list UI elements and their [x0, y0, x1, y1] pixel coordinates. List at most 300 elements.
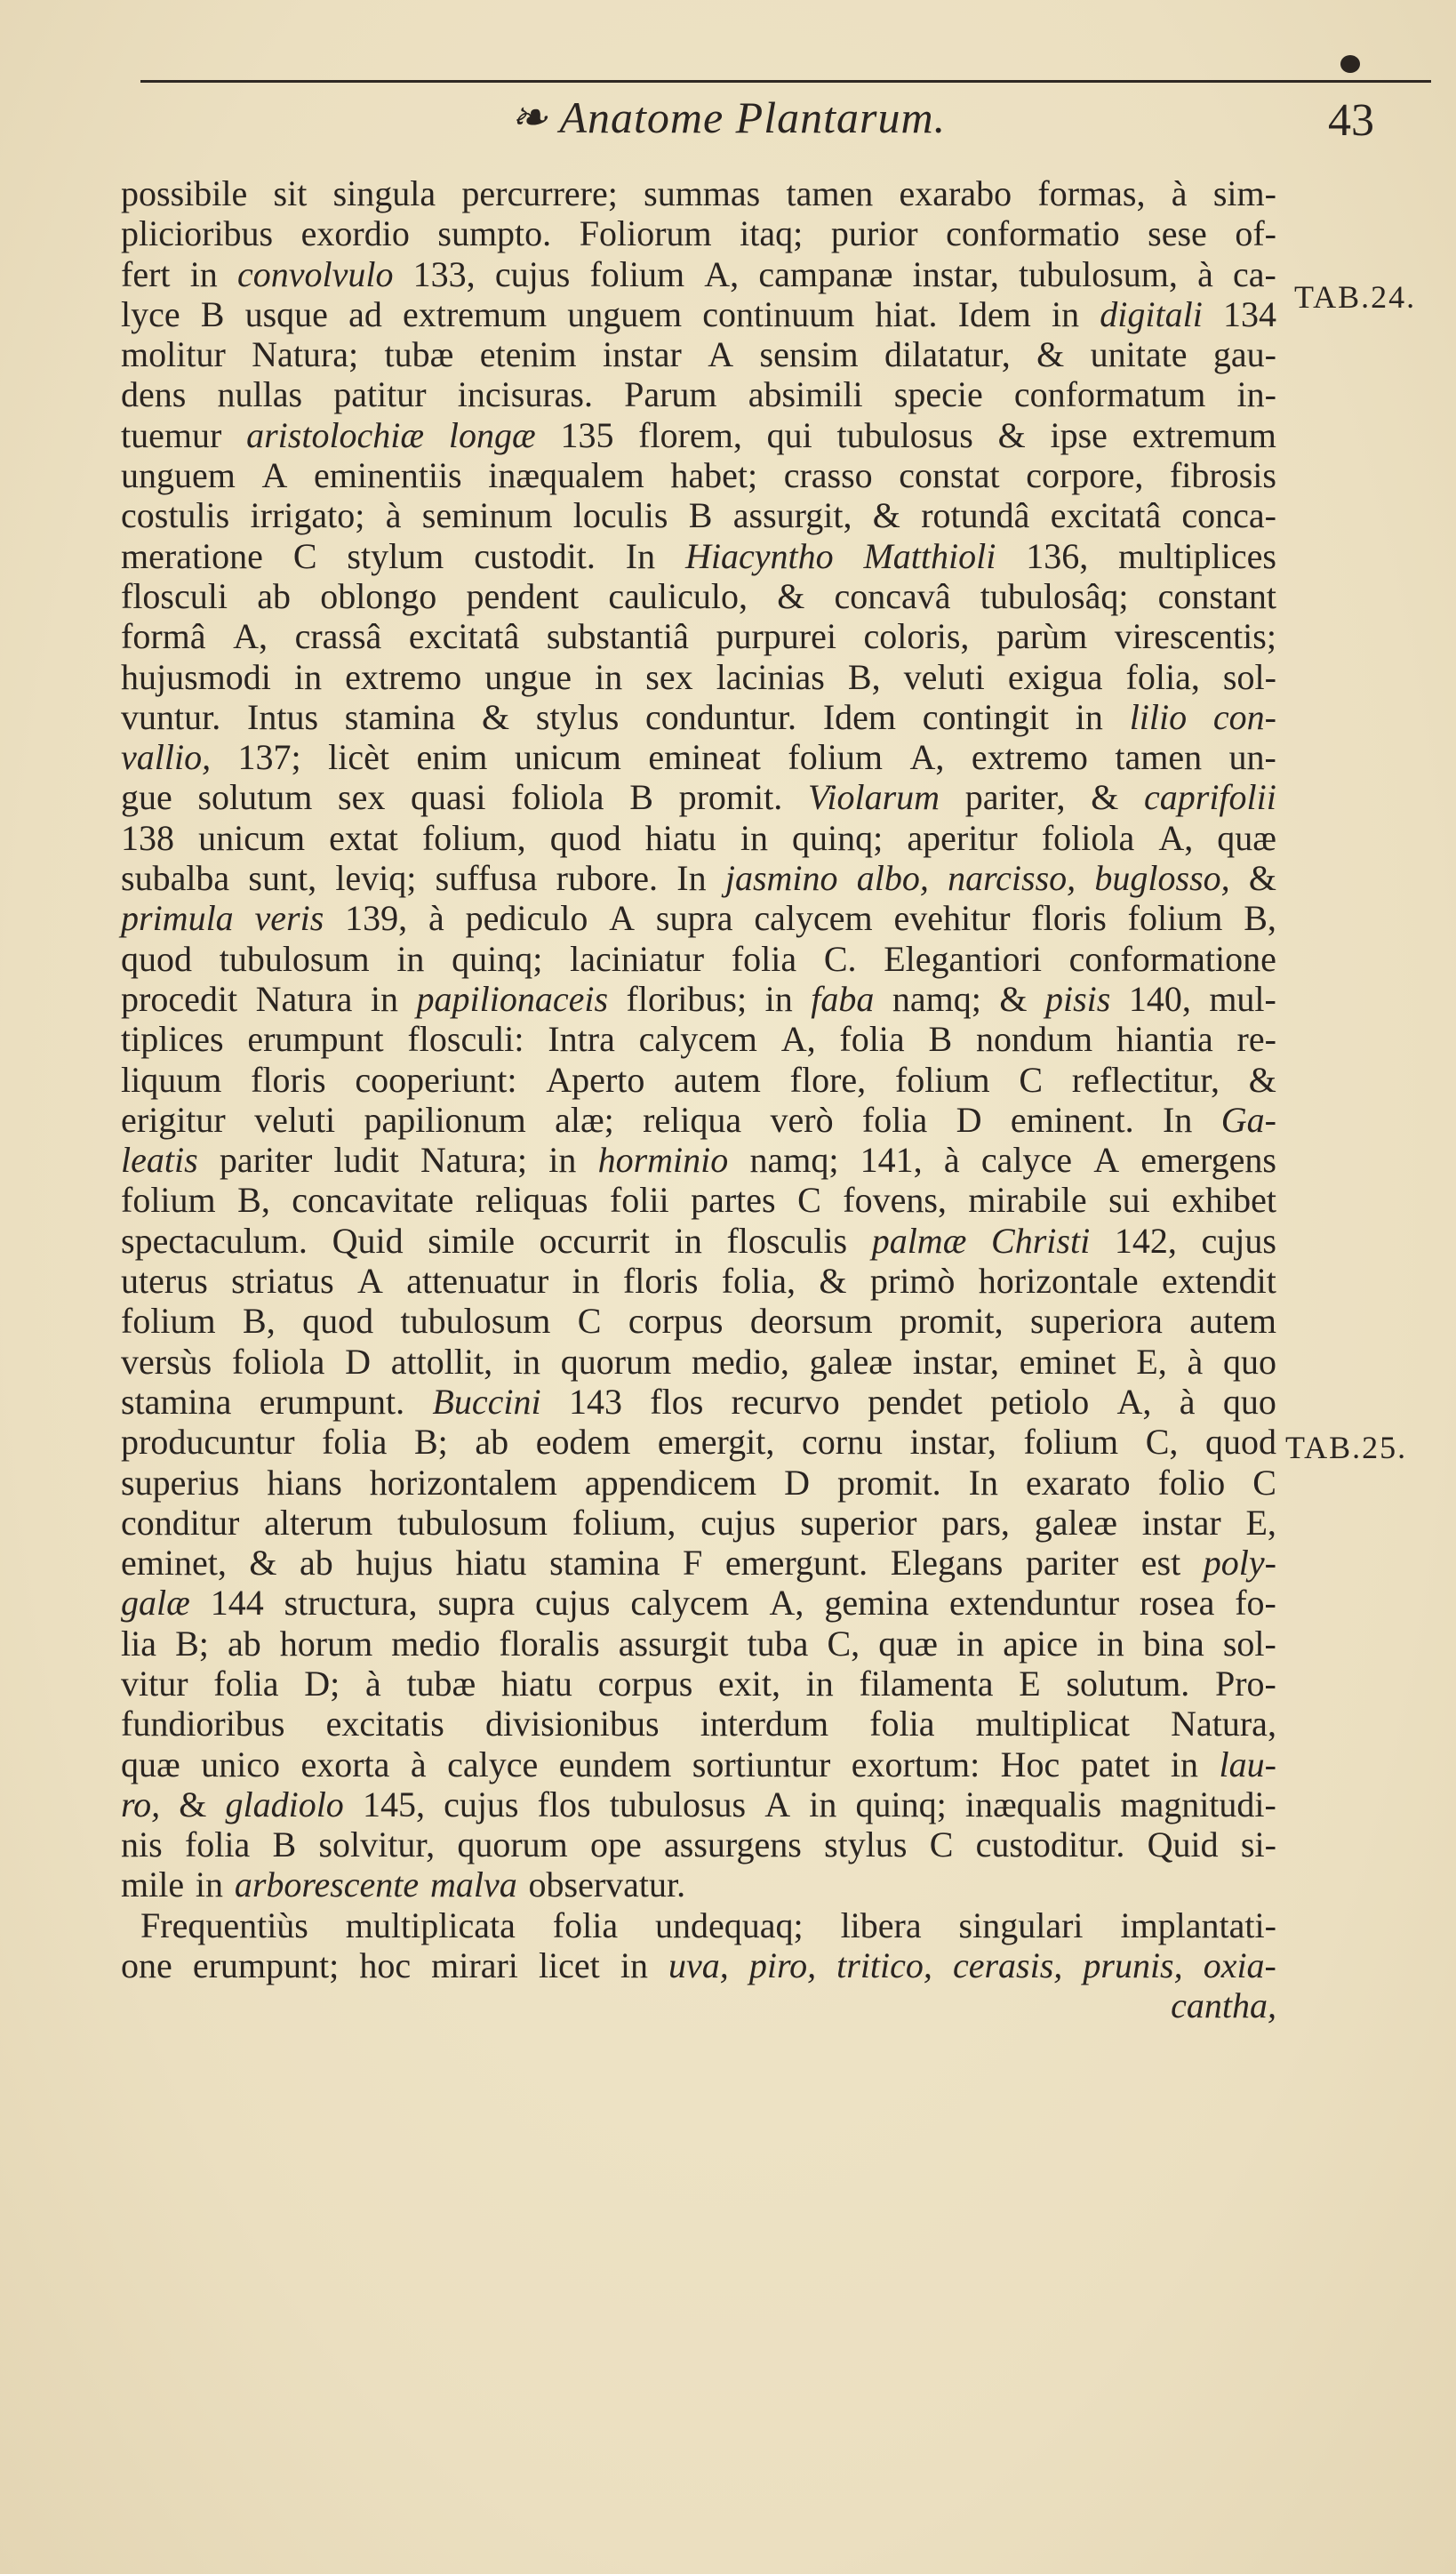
- word: C: [292, 535, 317, 576]
- text-line: [121, 1664, 1276, 1704]
- word: exordio: [300, 213, 410, 254]
- word: eundem: [558, 1744, 672, 1784]
- word: ludit: [333, 1140, 399, 1181]
- word: quinq;: [855, 1784, 947, 1824]
- word: D: [345, 1341, 371, 1382]
- word: uva,: [668, 1945, 729, 1986]
- word: formas,: [1037, 173, 1146, 213]
- word: longæ: [448, 414, 536, 455]
- word: sese: [1148, 213, 1207, 254]
- word: vitur: [121, 1663, 188, 1704]
- text-line: [121, 495, 1276, 535]
- word: florem,: [638, 414, 742, 455]
- word: Idem: [822, 696, 896, 737]
- word: C: [797, 1180, 821, 1221]
- text-line: [121, 1945, 1276, 1985]
- word: si-: [1240, 1824, 1276, 1865]
- word: In: [625, 535, 656, 576]
- word: prunis,: [1083, 1945, 1183, 1986]
- word: 140,: [1128, 978, 1191, 1019]
- word: tubulosum: [397, 1502, 548, 1543]
- word: folium,: [572, 1502, 676, 1543]
- word: conformatum: [1013, 374, 1206, 415]
- word: poly-: [1203, 1543, 1276, 1584]
- word: in: [370, 978, 399, 1019]
- word: sumpto.: [437, 213, 552, 254]
- word: deorsum: [749, 1301, 873, 1342]
- word: sol-: [1222, 1623, 1276, 1664]
- word: B,: [1244, 898, 1276, 939]
- word: leviq;: [335, 858, 417, 899]
- word: in: [293, 656, 323, 697]
- word: appendicem: [584, 1462, 757, 1503]
- word: structura,: [284, 1583, 418, 1624]
- word: B,: [237, 1180, 270, 1221]
- word: emergens: [1140, 1140, 1276, 1181]
- word: mul-: [1209, 978, 1276, 1019]
- word: in: [805, 1663, 834, 1704]
- word: patet: [1080, 1744, 1150, 1784]
- word: in: [189, 253, 218, 294]
- word: eminet,: [121, 1543, 227, 1584]
- running-head-title: Anatome Plantarum.: [559, 92, 947, 142]
- word: hiatu: [644, 817, 716, 858]
- word: tubæ: [406, 1663, 476, 1704]
- word: filamenta: [859, 1663, 994, 1704]
- word: quod: [549, 817, 621, 858]
- word: loculis: [572, 495, 668, 536]
- word: cujus: [1201, 1220, 1276, 1261]
- word: A: [261, 455, 288, 496]
- word: folio: [1157, 1462, 1226, 1503]
- word: supra: [437, 1583, 516, 1624]
- word: quo: [1222, 1341, 1276, 1382]
- word: floris: [251, 1059, 326, 1100]
- word: B: [688, 495, 713, 536]
- word: partes: [691, 1180, 776, 1221]
- word: undequaq;: [655, 1904, 804, 1945]
- word: sunt,: [248, 858, 317, 899]
- word: nondum: [975, 1019, 1093, 1060]
- word: petiolo: [990, 1381, 1090, 1422]
- word: eodem: [535, 1422, 631, 1463]
- word: 145,: [362, 1784, 425, 1824]
- word: A: [708, 334, 734, 375]
- word: quæ: [121, 1744, 180, 1784]
- word: qui: [766, 414, 812, 455]
- word: in: [620, 1945, 648, 1986]
- text-line: [121, 1463, 1276, 1503]
- word: Violarum: [807, 777, 940, 818]
- word: pariter,: [964, 777, 1066, 818]
- word: con-: [1212, 696, 1276, 737]
- word: calycem: [638, 1019, 757, 1060]
- word: 135: [560, 414, 614, 455]
- ink-blot: [1340, 55, 1360, 73]
- word: quo: [1222, 1381, 1276, 1422]
- word: tubulosus: [836, 414, 973, 455]
- word: folium: [788, 737, 884, 778]
- word: in: [764, 978, 793, 1019]
- word: virescentis;: [1114, 616, 1276, 657]
- word: sensim: [759, 334, 859, 375]
- word: in: [595, 656, 623, 697]
- word: plicioribus: [121, 213, 274, 254]
- word: floris: [1031, 898, 1107, 939]
- word: costulis: [121, 495, 230, 536]
- word: Parum: [624, 374, 717, 415]
- word: Quid: [1147, 1824, 1219, 1865]
- word: ungue: [484, 656, 572, 697]
- text-line: [121, 858, 1276, 898]
- word: solutum: [197, 777, 313, 818]
- word: folium: [121, 1180, 216, 1221]
- word: folia: [839, 1019, 905, 1060]
- word: A,: [704, 253, 740, 294]
- word: pendet: [868, 1381, 963, 1422]
- word: gemina: [824, 1583, 930, 1624]
- word: hiantia: [1116, 1019, 1213, 1060]
- word: est: [1140, 1543, 1181, 1584]
- word: in: [956, 1623, 985, 1664]
- word: E,: [1136, 1341, 1167, 1382]
- word: emineat: [648, 737, 761, 778]
- word: autem: [674, 1059, 761, 1100]
- word: tubulosum: [219, 938, 370, 979]
- word: extat: [329, 817, 398, 858]
- word: veluti: [903, 656, 985, 697]
- word: quorum: [457, 1824, 568, 1865]
- word: solvitur,: [318, 1824, 436, 1865]
- word: flosculi: [121, 575, 228, 616]
- word: irrigato;: [250, 495, 365, 536]
- word: quod: [121, 938, 192, 979]
- word: concavitate: [292, 1180, 454, 1221]
- ornament-icon: ❧: [509, 92, 548, 142]
- page-number: 43: [1328, 95, 1374, 146]
- word: extremo: [971, 737, 1088, 778]
- word: 142,: [1114, 1220, 1177, 1261]
- word: &: [819, 1261, 847, 1302]
- word: D: [956, 1099, 982, 1140]
- word: hiatu: [455, 1543, 527, 1584]
- word: specie: [893, 374, 983, 415]
- word: excitatis: [325, 1704, 444, 1744]
- word: folia: [184, 1824, 251, 1865]
- word: eminentiis: [313, 455, 462, 496]
- word: quod: [302, 1301, 374, 1342]
- word: pendent: [466, 575, 580, 616]
- text-line: [121, 1301, 1276, 1341]
- word: stylus: [535, 696, 620, 737]
- word: ca-: [1233, 253, 1276, 294]
- word: folium: [894, 1059, 990, 1100]
- word: B: [272, 1824, 297, 1865]
- word: à: [428, 898, 444, 939]
- word: ro,: [121, 1784, 161, 1824]
- word: E: [1019, 1663, 1041, 1704]
- word: suffusa: [435, 858, 538, 899]
- word: stamina: [344, 696, 456, 737]
- word: quasi: [411, 777, 486, 818]
- word: à: [1171, 173, 1188, 213]
- word: promit,: [899, 1301, 1004, 1342]
- word: Matthioli: [863, 535, 996, 576]
- word: contingit: [922, 696, 1049, 737]
- word: occurrit: [539, 1220, 651, 1261]
- word: A: [609, 898, 636, 939]
- word: pars,: [941, 1502, 1010, 1543]
- word: conformatio: [946, 213, 1120, 254]
- word: foliola: [1041, 817, 1135, 858]
- word: horizontale: [978, 1261, 1139, 1302]
- word: purior: [830, 213, 918, 254]
- word: galæ: [121, 1583, 190, 1624]
- word: concavâ: [834, 575, 951, 616]
- word: Hiacyntho: [684, 535, 834, 576]
- word: spectaculum.: [121, 1220, 308, 1261]
- word: medio,: [691, 1341, 789, 1382]
- text-line: [121, 1543, 1276, 1583]
- word: calyce: [980, 1140, 1073, 1181]
- word: unguem: [567, 293, 683, 334]
- text-line: [121, 1140, 1276, 1180]
- word: pisis: [1044, 978, 1111, 1019]
- word: &: [777, 575, 805, 616]
- text-line: [121, 1985, 1276, 2025]
- word: Elegantiori: [884, 938, 1042, 979]
- word: à: [1179, 1381, 1196, 1422]
- word: conduntur.: [645, 696, 797, 737]
- word: à: [385, 495, 402, 536]
- word: calycem: [630, 1583, 749, 1624]
- word: folium: [589, 253, 685, 294]
- word: 139,: [345, 898, 408, 939]
- word: in: [548, 1140, 577, 1181]
- word: purpurei: [716, 616, 836, 657]
- word: flore,: [789, 1059, 867, 1100]
- word: B: [200, 293, 225, 334]
- text-line: [121, 1342, 1276, 1382]
- margin-note-tab-25: TAB.25.: [1285, 1430, 1408, 1465]
- word: piro,: [748, 1945, 817, 1986]
- word: parùm: [996, 616, 1088, 657]
- word: assurgit,: [732, 495, 852, 536]
- word: folia: [861, 1099, 928, 1140]
- word: observatur.: [528, 1864, 686, 1905]
- header-rule: [140, 80, 1431, 83]
- word: D;: [304, 1663, 340, 1704]
- word: folia,: [721, 1261, 796, 1302]
- word: percurrere;: [461, 173, 618, 213]
- word: in: [396, 938, 425, 979]
- word: substantiâ: [546, 616, 689, 657]
- word: superius: [121, 1462, 240, 1503]
- word: medio: [391, 1623, 481, 1664]
- word: A,: [233, 616, 268, 657]
- word: verò: [770, 1099, 834, 1140]
- word: absimili: [748, 374, 863, 415]
- word: Intus: [247, 696, 319, 737]
- word: pediculo: [465, 898, 588, 939]
- word: rotundâ: [921, 495, 1030, 536]
- word: In: [676, 858, 707, 899]
- word: striatus: [231, 1261, 334, 1302]
- word: singulari: [958, 1904, 1084, 1945]
- word: ab: [300, 1543, 333, 1584]
- word: incisuras.: [457, 374, 593, 415]
- word: A,: [769, 1583, 804, 1624]
- word: tubulosum,: [1019, 253, 1178, 294]
- word: ab: [227, 1623, 261, 1664]
- word: unicum: [198, 817, 306, 858]
- word: A,: [1116, 1381, 1152, 1422]
- word: versùs: [121, 1341, 212, 1382]
- word: erumpunt: [247, 1019, 384, 1060]
- word: exarabo: [899, 173, 1012, 213]
- word: folium: [121, 1301, 216, 1342]
- word: fundioribus: [121, 1704, 285, 1744]
- word: folii: [609, 1180, 669, 1221]
- word: D: [784, 1462, 810, 1503]
- word: multiplicat: [975, 1704, 1130, 1744]
- word: apice: [1003, 1623, 1078, 1664]
- word: tuemur: [121, 414, 222, 455]
- word: lau-: [1219, 1744, 1276, 1784]
- word: in: [1170, 1744, 1199, 1784]
- word: procedit: [121, 978, 238, 1019]
- running-head: [0, 92, 1456, 142]
- word: 134: [1222, 293, 1276, 334]
- text-line: [121, 1784, 1276, 1824]
- word: A: [1093, 1140, 1120, 1181]
- text-line: [121, 1422, 1276, 1462]
- word: Natura: [255, 978, 353, 1019]
- word: subalba: [121, 858, 230, 899]
- word: fert: [121, 253, 171, 294]
- word: alæ;: [555, 1099, 614, 1140]
- word: &: [1091, 777, 1119, 818]
- word: patitur: [333, 374, 427, 415]
- word: flosculis: [726, 1220, 848, 1261]
- word: jasmino: [724, 858, 838, 899]
- word: magnitudi-: [1120, 1784, 1276, 1824]
- word: corpore,: [1026, 455, 1144, 496]
- word: assurgens: [664, 1824, 802, 1865]
- word: 141,: [860, 1140, 923, 1181]
- word: 136,: [1026, 535, 1089, 576]
- text-line: [121, 1060, 1276, 1100]
- word: tiplices: [121, 1019, 224, 1060]
- word: horminio: [597, 1140, 729, 1181]
- word: Quid: [332, 1220, 404, 1261]
- word: hujusmodi: [121, 656, 271, 697]
- word: F: [683, 1543, 703, 1584]
- word: continuum: [702, 293, 855, 334]
- word: tamen: [786, 173, 874, 213]
- word: excitatâ: [408, 616, 520, 657]
- word: emergit,: [657, 1422, 775, 1463]
- word: inæqualis: [964, 1784, 1102, 1824]
- word: quæ: [1217, 817, 1276, 858]
- word: licet: [538, 1945, 600, 1986]
- word: folium: [1023, 1422, 1119, 1463]
- word: licèt: [328, 737, 389, 778]
- word: implantati-: [1120, 1904, 1276, 1945]
- word: cujus: [494, 253, 571, 294]
- word: reflectitur,: [1071, 1059, 1220, 1100]
- word: recurvo: [731, 1381, 840, 1422]
- word: eminent.: [1010, 1099, 1134, 1140]
- word: vallio,: [121, 737, 212, 778]
- text-line: [121, 898, 1276, 938]
- word: inæqualem: [488, 455, 644, 496]
- word: aperitur: [907, 817, 1018, 858]
- word: alterum: [264, 1502, 373, 1543]
- word: sol-: [1222, 656, 1276, 697]
- word: A,: [909, 737, 945, 778]
- word: in: [195, 1864, 224, 1905]
- word: folia,: [1125, 656, 1200, 697]
- word: hiatu: [500, 1663, 572, 1704]
- word: erumpunt.: [259, 1381, 405, 1422]
- word: stamina: [121, 1381, 232, 1422]
- word: In: [1163, 1099, 1193, 1140]
- word: flos: [537, 1784, 591, 1824]
- text-line: [121, 1624, 1276, 1664]
- text-line: [121, 1744, 1276, 1784]
- word: singula: [332, 173, 436, 213]
- word: lia: [121, 1623, 156, 1664]
- word: A: [357, 1261, 383, 1302]
- word: tritico,: [836, 1945, 932, 1986]
- word: producuntur: [121, 1422, 295, 1463]
- word: quod: [1204, 1422, 1276, 1463]
- word: attollit,: [390, 1341, 493, 1382]
- word: in: [740, 817, 768, 858]
- word: calyce: [447, 1744, 539, 1784]
- word: A: [764, 1784, 791, 1824]
- word: exorta: [300, 1744, 390, 1784]
- text-line: [121, 374, 1276, 414]
- word: lyce: [121, 293, 180, 334]
- word: assurgit: [618, 1623, 729, 1664]
- word: C,: [827, 1623, 860, 1664]
- word: &: [1248, 858, 1276, 899]
- word: extremo: [345, 656, 462, 697]
- word: mile: [121, 1864, 185, 1905]
- text-line: [121, 1864, 1276, 1904]
- word: cerasis,: [952, 1945, 1063, 1986]
- word: attenuatur: [406, 1261, 549, 1302]
- text-line: [121, 294, 1276, 334]
- word: uterus: [121, 1261, 208, 1302]
- word: 144: [210, 1583, 264, 1624]
- word: mirabile: [968, 1180, 1087, 1221]
- word: un-: [1228, 737, 1276, 778]
- word: interdum: [700, 1704, 829, 1744]
- margin-note-tab-24: TAB.24.: [1294, 279, 1417, 315]
- word: constant: [1157, 575, 1276, 616]
- word: exarato: [1025, 1462, 1131, 1503]
- word: primula: [121, 898, 234, 939]
- word: pariter: [219, 1140, 313, 1181]
- word: gladiolo: [225, 1784, 344, 1824]
- word: extremum: [1132, 414, 1276, 455]
- word: &: [997, 414, 1026, 455]
- word: summas: [644, 173, 761, 213]
- text-line: [121, 939, 1276, 979]
